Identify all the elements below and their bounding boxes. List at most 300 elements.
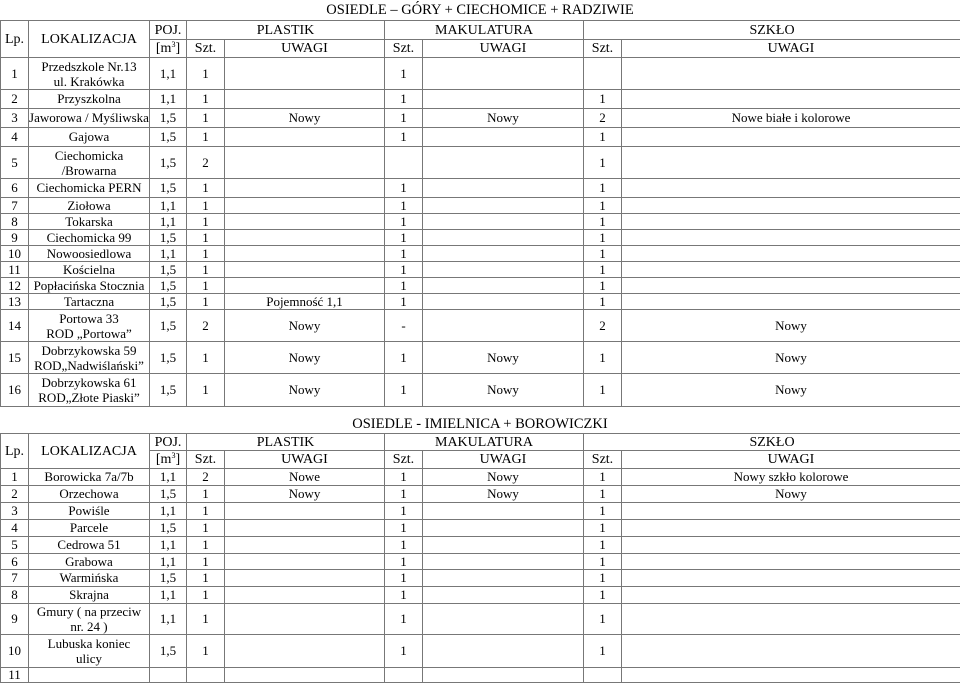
header-szklo-szt: Szt.	[584, 451, 622, 469]
poj-unit-close: ]	[175, 41, 181, 56]
cell-plastik-szt: 1	[187, 109, 225, 128]
cell-szklo-szt	[584, 58, 622, 90]
cell-szklo-szt: 1	[584, 604, 622, 635]
cell-plastik-szt: 1	[187, 262, 225, 278]
cell-plastik-uwagi	[225, 668, 385, 683]
cell-plastik-szt: 1	[187, 179, 225, 198]
cell-makulatura-uwagi	[423, 294, 584, 310]
cell-poj: 1,1	[150, 537, 187, 554]
table-row	[1, 587, 960, 604]
cell-lokalizacja	[29, 668, 150, 683]
cell-lp: 7	[1, 570, 29, 587]
cell-lp: 12	[1, 278, 29, 294]
cell-szklo-uwagi	[622, 246, 960, 262]
cell-szklo-szt: 1	[584, 262, 622, 278]
cell-makulatura-szt: 1	[385, 109, 423, 128]
cell-makulatura-uwagi	[423, 587, 584, 604]
cell-plastik-uwagi	[225, 635, 385, 668]
cell-plastik-szt: 1	[187, 520, 225, 537]
table-row	[1, 310, 960, 342]
header-makulatura: MAKULATURA	[385, 434, 584, 451]
cell-plastik-uwagi: Nowy	[225, 109, 385, 128]
cell-plastik-szt: 1	[187, 90, 225, 109]
cell-lokalizacja: Ciechomicka /Browarna	[29, 147, 150, 179]
cell-makulatura-uwagi: Nowy	[423, 486, 584, 503]
cell-makulatura-szt: 1	[385, 294, 423, 310]
cell-makulatura-uwagi	[423, 278, 584, 294]
cell-szklo-uwagi	[622, 604, 960, 635]
cell-plastik-szt: 1	[187, 604, 225, 635]
header-poj: POJ.	[150, 434, 187, 451]
cell-plastik-uwagi	[225, 90, 385, 109]
table-row	[1, 278, 960, 294]
cell-makulatura-szt: 1	[385, 262, 423, 278]
cell-makulatura-szt: 1	[385, 374, 423, 407]
header-szklo-uwagi: UWAGI	[622, 40, 960, 58]
cell-plastik-szt: 1	[187, 278, 225, 294]
cell-makulatura-szt: 1	[385, 570, 423, 587]
cell-szklo-szt: 1	[584, 537, 622, 554]
header-row	[1, 21, 960, 40]
cell-makulatura-szt: 1	[385, 246, 423, 262]
cell-szklo-uwagi	[622, 587, 960, 604]
table-row	[1, 635, 960, 668]
cell-szklo-uwagi	[622, 278, 960, 294]
cell-lokalizacja: Ziołowa	[29, 198, 150, 214]
cell-lokalizacja: Orzechowa	[29, 486, 150, 503]
cell-makulatura-uwagi	[423, 262, 584, 278]
cell-makulatura-szt: 1	[385, 58, 423, 90]
cell-poj: 1,5	[150, 262, 187, 278]
cell-makulatura-uwagi	[423, 537, 584, 554]
cell-szklo-uwagi	[622, 294, 960, 310]
cell-poj: 1,5	[150, 374, 187, 407]
table-row	[1, 109, 960, 128]
cell-plastik-uwagi: Nowy	[225, 374, 385, 407]
cell-makulatura-uwagi	[423, 668, 584, 683]
cell-szklo-szt: 1	[584, 587, 622, 604]
cell-lp: 15	[1, 342, 29, 374]
cell-plastik-szt: 1	[187, 486, 225, 503]
cell-plastik-uwagi	[225, 604, 385, 635]
cell-poj: 1,5	[150, 294, 187, 310]
cell-lokalizacja: Przyszkolna	[29, 90, 150, 109]
cell-plastik-szt: 1	[187, 246, 225, 262]
cell-plastik-uwagi	[225, 503, 385, 520]
cell-makulatura-szt: 1	[385, 128, 423, 147]
cell-plastik-szt: 1	[187, 635, 225, 668]
header-makulatura-uwagi: UWAGI	[423, 451, 584, 469]
cell-poj: 1,1	[150, 58, 187, 90]
cell-plastik-uwagi	[225, 147, 385, 179]
cell-poj: 1,1	[150, 503, 187, 520]
header-poj-unit	[150, 40, 187, 58]
table-row	[1, 58, 960, 90]
cell-szklo-szt: 1	[584, 469, 622, 486]
cell-makulatura-uwagi	[423, 128, 584, 147]
cell-poj: 1,5	[150, 310, 187, 342]
cell-makulatura-szt: 1	[385, 635, 423, 668]
cell-plastik-uwagi	[225, 262, 385, 278]
cell-szklo-uwagi	[622, 635, 960, 668]
cell-lp: 3	[1, 109, 29, 128]
cell-plastik-szt: 1	[187, 570, 225, 587]
cell-plastik-uwagi	[225, 246, 385, 262]
table-row	[1, 294, 960, 310]
header-lokalizacja: LOKALIZACJA	[29, 434, 150, 469]
cell-poj: 1,1	[150, 587, 187, 604]
cell-szklo-szt: 1	[584, 486, 622, 503]
cell-plastik-szt: 1	[187, 198, 225, 214]
cell-plastik-uwagi: Nowy	[225, 342, 385, 374]
cell-szklo-szt: 1	[584, 179, 622, 198]
header-szklo-uwagi: UWAGI	[622, 451, 960, 469]
cell-makulatura-uwagi	[423, 246, 584, 262]
cell-lokalizacja: Powiśle	[29, 503, 150, 520]
cell-szklo-szt: 1	[584, 374, 622, 407]
cell-szklo-szt: 1	[584, 294, 622, 310]
cell-plastik-uwagi	[225, 230, 385, 246]
cell-lp: 8	[1, 587, 29, 604]
cell-lokalizacja: Dobrzykowska 59 ROD„Nadwiślański”	[29, 342, 150, 374]
cell-makulatura-uwagi: Nowy	[423, 374, 584, 407]
table-row	[1, 342, 960, 374]
cell-makulatura-szt: 1	[385, 537, 423, 554]
cell-lp: 8	[1, 214, 29, 230]
header-plastik-szt: Szt.	[187, 451, 225, 469]
cell-plastik-szt: 1	[187, 537, 225, 554]
cell-lp: 11	[1, 262, 29, 278]
header-lp: Lp.	[1, 21, 29, 58]
cell-makulatura-uwagi	[423, 214, 584, 230]
cell-lp: 10	[1, 635, 29, 668]
cell-szklo-szt: 1	[584, 230, 622, 246]
cell-makulatura-szt: 1	[385, 503, 423, 520]
cell-szklo-szt	[584, 668, 622, 683]
cell-makulatura-uwagi	[423, 58, 584, 90]
table-row	[1, 554, 960, 570]
cell-poj: 1,5	[150, 179, 187, 198]
table-row	[1, 503, 960, 520]
cell-poj: 1,5	[150, 342, 187, 374]
cell-lokalizacja: Borowicka 7a/7b	[29, 469, 150, 486]
cell-makulatura-szt: 1	[385, 214, 423, 230]
cell-szklo-uwagi: Nowy	[622, 310, 960, 342]
header-row	[1, 434, 960, 451]
cell-szklo-uwagi	[622, 668, 960, 683]
table-row	[1, 230, 960, 246]
cell-makulatura-uwagi	[423, 198, 584, 214]
cell-szklo-uwagi	[622, 198, 960, 214]
cell-plastik-uwagi	[225, 214, 385, 230]
cell-lp: 4	[1, 520, 29, 537]
table-row	[1, 374, 960, 407]
table-row	[1, 246, 960, 262]
cell-szklo-szt: 1	[584, 503, 622, 520]
cell-makulatura-szt: 1	[385, 554, 423, 570]
header-szklo-szt: Szt.	[584, 40, 622, 58]
cell-lp: 10	[1, 246, 29, 262]
cell-makulatura-uwagi	[423, 310, 584, 342]
cell-makulatura-uwagi: Nowy	[423, 109, 584, 128]
cell-makulatura-uwagi: Nowy	[423, 342, 584, 374]
cell-szklo-uwagi	[622, 58, 960, 90]
cell-lokalizacja: Popłacińska Stocznia	[29, 278, 150, 294]
cell-makulatura-uwagi	[423, 570, 584, 587]
header-szklo: SZKŁO	[584, 434, 960, 451]
cell-szklo-uwagi	[622, 554, 960, 570]
poj-unit-sup: 3	[171, 451, 176, 460]
cell-plastik-szt: 1	[187, 374, 225, 407]
cell-szklo-uwagi	[622, 503, 960, 520]
cell-plastik-uwagi: Nowy	[225, 310, 385, 342]
cell-szklo-uwagi: Nowy szkło kolorowe	[622, 469, 960, 486]
cell-lokalizacja: Parcele	[29, 520, 150, 537]
cell-plastik-uwagi	[225, 587, 385, 604]
header-lp: Lp.	[1, 434, 29, 469]
table-row	[1, 128, 960, 147]
cell-plastik-szt: 1	[187, 230, 225, 246]
table-row	[1, 214, 960, 230]
cell-plastik-uwagi	[225, 537, 385, 554]
cell-plastik-szt: 1	[187, 554, 225, 570]
cell-makulatura-szt: 1	[385, 604, 423, 635]
header-makulatura-szt: Szt.	[385, 451, 423, 469]
table-row	[1, 179, 960, 198]
cell-poj: 1,5	[150, 109, 187, 128]
cell-makulatura-uwagi	[423, 554, 584, 570]
header-plastik-uwagi: UWAGI	[225, 451, 385, 469]
cell-lp: 3	[1, 503, 29, 520]
cell-szklo-uwagi: Nowy	[622, 374, 960, 407]
cell-szklo-szt: 1	[584, 554, 622, 570]
cell-plastik-uwagi: Nowy	[225, 486, 385, 503]
header-lokalizacja: LOKALIZACJA	[29, 21, 150, 58]
table-row	[1, 668, 960, 683]
table-row	[1, 520, 960, 537]
cell-szklo-uwagi	[622, 128, 960, 147]
cell-poj: 1,5	[150, 486, 187, 503]
cell-poj: 1,1	[150, 90, 187, 109]
cell-poj: 1,5	[150, 147, 187, 179]
cell-szklo-uwagi	[622, 90, 960, 109]
table-row	[1, 604, 960, 635]
cell-szklo-szt: 1	[584, 128, 622, 147]
table-row	[1, 469, 960, 486]
cell-lokalizacja: Przedszkole Nr.13 ul. Krakówka	[29, 58, 150, 90]
cell-szklo-szt: 1	[584, 570, 622, 587]
cell-plastik-uwagi	[225, 554, 385, 570]
cell-makulatura-uwagi	[423, 503, 584, 520]
cell-szklo-uwagi	[622, 147, 960, 179]
cell-szklo-uwagi: Nowy	[622, 342, 960, 374]
cell-lp: 14	[1, 310, 29, 342]
cell-makulatura-szt: -	[385, 310, 423, 342]
cell-lp: 5	[1, 537, 29, 554]
cell-plastik-uwagi	[225, 198, 385, 214]
header-poj: POJ.	[150, 21, 187, 40]
poj-unit-text: [m	[155, 41, 172, 56]
cell-lokalizacja: Dobrzykowska 61 ROD„Złote Piaski”	[29, 374, 150, 407]
cell-plastik-uwagi	[225, 179, 385, 198]
cell-lokalizacja: Gmury ( na przeciw nr. 24 )	[29, 604, 150, 635]
cell-szklo-uwagi	[622, 262, 960, 278]
cell-lp: 1	[1, 58, 29, 90]
table-row	[1, 570, 960, 587]
cell-makulatura-szt: 1	[385, 278, 423, 294]
cell-poj: 1,5	[150, 278, 187, 294]
cell-plastik-szt: 1	[187, 342, 225, 374]
poj-unit-sup: 3	[171, 40, 176, 49]
cell-lp: 5	[1, 147, 29, 179]
table-row	[1, 198, 960, 214]
cell-szklo-szt: 1	[584, 278, 622, 294]
cell-lp: 1	[1, 469, 29, 486]
cell-plastik-szt: 2	[187, 469, 225, 486]
cell-lp: 11	[1, 668, 29, 683]
cell-plastik-szt: 2	[187, 310, 225, 342]
cell-lokalizacja: Tartaczna	[29, 294, 150, 310]
cell-plastik-szt: 1	[187, 128, 225, 147]
header-makulatura-uwagi: UWAGI	[423, 40, 584, 58]
cell-plastik-uwagi: Nowe	[225, 469, 385, 486]
header-szklo: SZKŁO	[584, 21, 960, 40]
section1-title: OSIEDLE – GÓRY + CIECHOMICE + RADZIWIE	[326, 2, 634, 18]
cell-poj: 1,5	[150, 230, 187, 246]
cell-plastik-szt	[187, 668, 225, 683]
cell-lp: 16	[1, 374, 29, 407]
cell-plastik-szt: 1	[187, 58, 225, 90]
cell-plastik-szt: 1	[187, 294, 225, 310]
cell-lokalizacja: Nowoosiedlowa	[29, 246, 150, 262]
poj-unit-text: [m	[155, 452, 172, 467]
cell-plastik-szt: 1	[187, 503, 225, 520]
cell-plastik-uwagi	[225, 128, 385, 147]
header-makulatura: MAKULATURA	[385, 21, 584, 40]
cell-lokalizacja: Jaworowa / Myśliwska	[29, 109, 150, 128]
cell-szklo-szt: 1	[584, 635, 622, 668]
section2-table	[0, 433, 960, 683]
cell-makulatura-uwagi	[423, 604, 584, 635]
cell-poj	[150, 668, 187, 683]
cell-poj: 1,1	[150, 214, 187, 230]
cell-plastik-uwagi	[225, 570, 385, 587]
cell-makulatura-szt: 1	[385, 90, 423, 109]
cell-lokalizacja: Ciechomicka PERN	[29, 179, 150, 198]
cell-poj: 1,1	[150, 554, 187, 570]
cell-szklo-szt: 2	[584, 310, 622, 342]
cell-makulatura-szt: 1	[385, 587, 423, 604]
cell-szklo-szt: 1	[584, 198, 622, 214]
cell-makulatura-szt: 1	[385, 520, 423, 537]
cell-plastik-uwagi	[225, 58, 385, 90]
header-plastik-uwagi: UWAGI	[225, 40, 385, 58]
cell-szklo-uwagi	[622, 230, 960, 246]
cell-makulatura-szt: 1	[385, 486, 423, 503]
cell-szklo-szt: 1	[584, 246, 622, 262]
cell-plastik-uwagi	[225, 278, 385, 294]
cell-plastik-szt: 2	[187, 147, 225, 179]
cell-szklo-uwagi	[622, 537, 960, 554]
cell-szklo-szt: 1	[584, 520, 622, 537]
cell-plastik-szt: 1	[187, 214, 225, 230]
cell-plastik-uwagi: Pojemność 1,1	[225, 294, 385, 310]
table-row	[1, 537, 960, 554]
cell-szklo-uwagi: Nowy	[622, 486, 960, 503]
cell-szklo-uwagi	[622, 570, 960, 587]
cell-lokalizacja: Lubuska koniec ulicy	[29, 635, 150, 668]
table-row	[1, 262, 960, 278]
cell-makulatura-szt	[385, 147, 423, 179]
cell-poj: 1,5	[150, 570, 187, 587]
cell-lp: 2	[1, 486, 29, 503]
section2-title: OSIEDLE - IMIELNICA + BOROWICZKI	[352, 416, 608, 432]
cell-makulatura-uwagi	[423, 147, 584, 179]
cell-poj: 1,5	[150, 128, 187, 147]
cell-szklo-szt: 1	[584, 90, 622, 109]
cell-poj: 1,1	[150, 604, 187, 635]
cell-makulatura-szt: 1	[385, 469, 423, 486]
cell-lp: 4	[1, 128, 29, 147]
section1-table	[0, 20, 960, 407]
header-plastik: PLASTIK	[187, 434, 385, 451]
cell-lokalizacja: Kościelna	[29, 262, 150, 278]
cell-lp: 6	[1, 554, 29, 570]
table-row	[1, 147, 960, 179]
cell-makulatura-szt: 1	[385, 198, 423, 214]
cell-makulatura-szt: 1	[385, 342, 423, 374]
table-row	[1, 90, 960, 109]
cell-makulatura-szt: 1	[385, 179, 423, 198]
cell-szklo-szt: 1	[584, 342, 622, 374]
poj-unit-close: ]	[175, 452, 181, 467]
cell-makulatura-uwagi	[423, 179, 584, 198]
header-makulatura-szt: Szt.	[385, 40, 423, 58]
cell-lokalizacja: Portowa 33 ROD „Portowa”	[29, 310, 150, 342]
cell-makulatura-uwagi	[423, 635, 584, 668]
cell-lokalizacja: Grabowa	[29, 554, 150, 570]
cell-makulatura-szt	[385, 668, 423, 683]
cell-lp: 2	[1, 90, 29, 109]
cell-makulatura-szt: 1	[385, 230, 423, 246]
cell-lokalizacja: Tokarska	[29, 214, 150, 230]
cell-plastik-uwagi	[225, 520, 385, 537]
cell-lokalizacja: Cedrowa 51	[29, 537, 150, 554]
header-plastik: PLASTIK	[187, 21, 385, 40]
cell-szklo-uwagi	[622, 520, 960, 537]
cell-poj: 1,1	[150, 246, 187, 262]
cell-poj: 1,1	[150, 469, 187, 486]
cell-lokalizacja: Warmińska	[29, 570, 150, 587]
cell-lp: 7	[1, 198, 29, 214]
cell-szklo-szt: 1	[584, 214, 622, 230]
cell-makulatura-uwagi	[423, 90, 584, 109]
header-plastik-szt: Szt.	[187, 40, 225, 58]
table-row	[1, 486, 960, 503]
cell-lokalizacja: Skrajna	[29, 587, 150, 604]
cell-szklo-szt: 2	[584, 109, 622, 128]
cell-makulatura-uwagi	[423, 520, 584, 537]
cell-szklo-uwagi	[622, 214, 960, 230]
cell-poj: 1,5	[150, 635, 187, 668]
cell-szklo-uwagi	[622, 179, 960, 198]
cell-lp: 9	[1, 230, 29, 246]
cell-plastik-szt: 1	[187, 587, 225, 604]
cell-poj: 1,5	[150, 520, 187, 537]
cell-makulatura-uwagi: Nowy	[423, 469, 584, 486]
cell-poj: 1,1	[150, 198, 187, 214]
cell-lp: 9	[1, 604, 29, 635]
